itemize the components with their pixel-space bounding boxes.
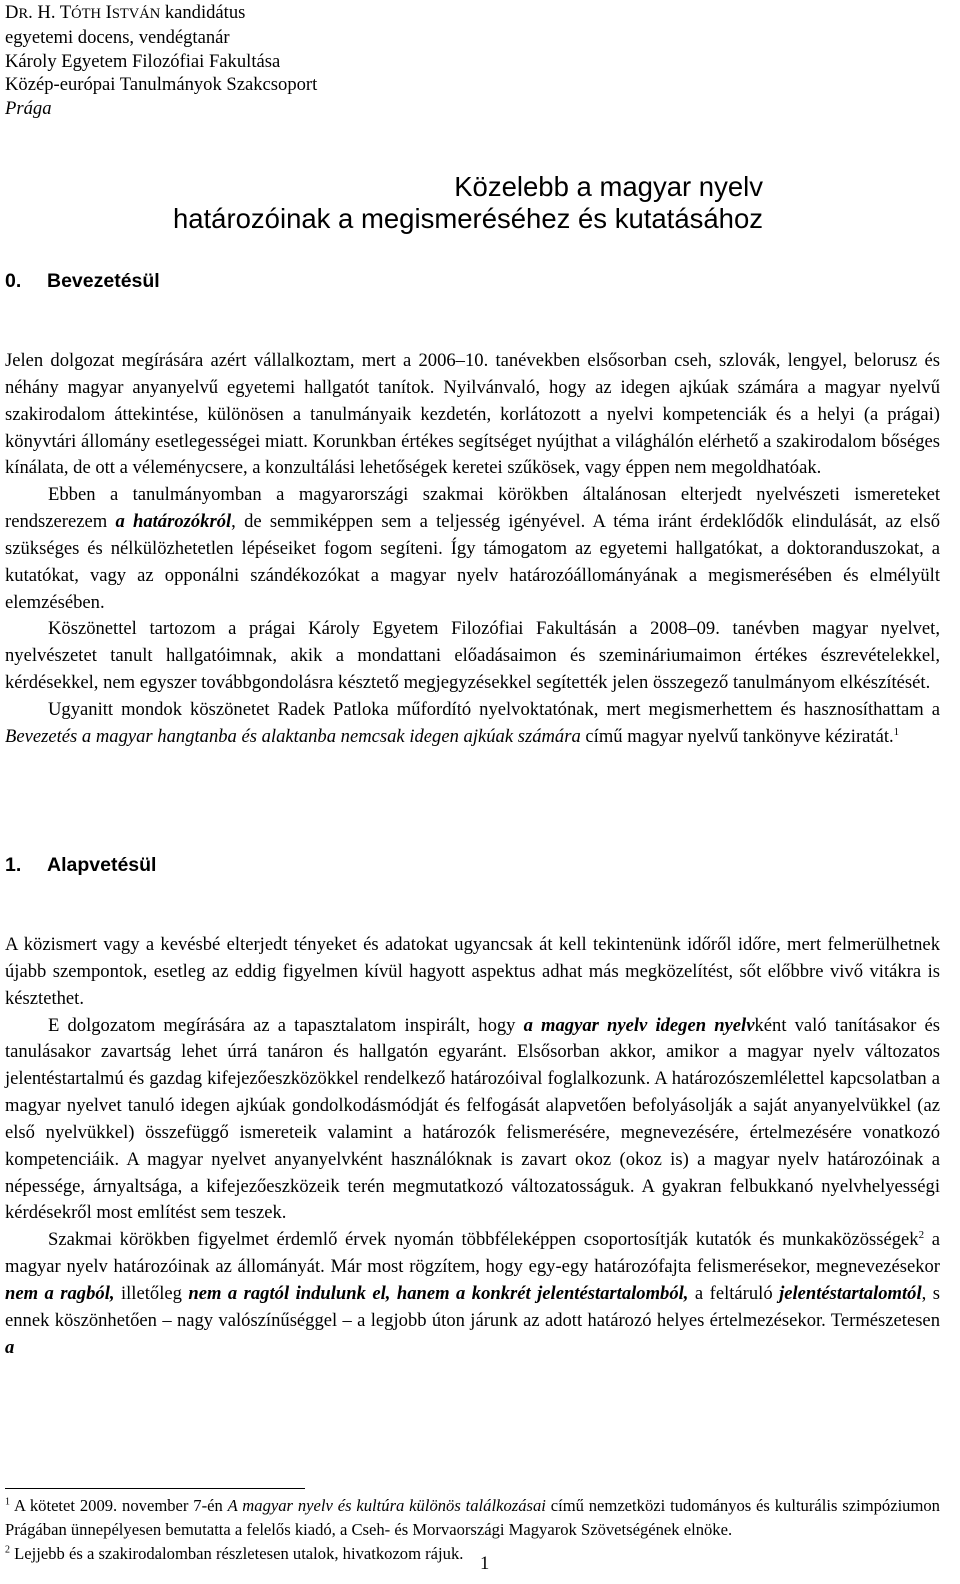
author-department: Közép-európai Tanulmányok Szakcsoport xyxy=(5,74,318,96)
title-line-2: határozóinak a megismeréséhez és kutatásához xyxy=(172,202,763,234)
emphasis: a határozókról xyxy=(115,511,232,533)
section-heading-1 xyxy=(5,854,156,877)
paragraph: Ugyanitt mondok köszönetet Radek Patloka műfordító nyelvoktatónak, mert megismerhettem és hasznosíthattam a Bevezetés a magyar hangtanba és alaktanba nemcsak idegen ajkúak számára című magyar nyelvű tankönyve kéziratát.$^1$ xyxy=(5,698,940,747)
emphasis: nem a ragból, xyxy=(5,1282,115,1304)
section-title: Bevezetésül xyxy=(47,270,160,292)
footnote-1: $^1$ A kötetet 2009. november 7-én A magyar nyelv és kultúra különös találkozásai című nemzetközi tudományos és kulturális szimpóziumon Prágában ünnepélyesen bemutatta a felelős kiadó, a Cseh- és Morvaországi Magyarok Szövetségének elnöke. xyxy=(5,1496,940,1539)
author-faculty: Károly Egyetem Filozófiai Fakultása xyxy=(5,50,281,72)
section-number: 1. xyxy=(5,854,22,876)
title-line-1: Közelebb a magyar nyelv xyxy=(454,171,763,202)
page-number: 1 xyxy=(480,1553,490,1574)
paragraph: Szakmai körökben figyelmet érdemlő érvek nyomán többféleképpen csoportosítják kutatók és munkaközösségek$^2$ a magyar nyelv határozóinak az állományát. Már most rögzítem, hogy egy-egy határozófajta felismerésekor, megnevezésekor nem a ragból, illetőleg nem a ragtól indulunk el, hanem a konkrét jelentéstartalomból, a feltáruló jelentéstartalomtól, s ennek köszönhetően – nagy valószínűséggel – a legjobb úton járunk az adott határozó helyes értelmezésekor. Természetesen a xyxy=(5,1229,940,1358)
author-name: DR. H. TÓTH ISTVÁN kandidátus xyxy=(5,2,246,23)
section-1-body xyxy=(5,932,940,1362)
footnote-mark: 1 xyxy=(5,1496,10,1508)
footnote-divider xyxy=(5,1488,305,1489)
footnotes xyxy=(5,1494,940,1565)
footnote-mark: 2 xyxy=(5,1544,10,1556)
author-header xyxy=(5,1,317,120)
emphasis: nem a ragtól indulunk el, hanem a konkrét jelentéstartalomból, xyxy=(188,1282,689,1304)
emphasis: a xyxy=(5,1336,15,1358)
paragraph: A közismert vagy a kevésbé elterjedt tényeket és adatokat ugyancsak át kell tekintenünk időről időre, mert felmerülhetnek újabb szempontok, esetleg az eddig figyelmen kívül hagyott aspektus adhat más megközelítést, sőt előbbre vivő vitákra is késztethet. xyxy=(5,934,940,1009)
author-position: egyetemi docens, vendégtanár xyxy=(5,27,230,49)
document-title xyxy=(173,171,763,234)
footnote-2: $^2$ Lejjebb és a szakirodalomban részletesen utalok, hivatkozom rájuk. xyxy=(5,1543,464,1563)
paragraph: Ebben a tanulmányomban a magyarországi szakmai körökben általánosan elterjedt nyelvészeti ismereteket rendszerezem a határozókról, de semmiképpen sem a teljesség igényével. A téma iránt érdeklődők elindulását, az első szükséges és nélkülözhetetlen lépéseiket fogom segíteni. Így támogatom az egyetemi hallgatókat, a doktoranduszokat, a kutatókat, vagy az opponálni szándékozókat a magyar nyelv határozóállományának a megismerésében és elmélyült elemzésében. xyxy=(5,484,940,613)
section-number: 0. xyxy=(5,270,22,292)
book-title: Bevezetés a magyar hangtanba és alaktanba nemcsak idegen ajkúak számára xyxy=(5,725,581,747)
section-title: Alapvetésül xyxy=(47,854,157,876)
paragraph: Jelen dolgozat megírására azért vállalkoztam, mert a 2006–10. tanévekben elsősorban cseh, szlovák, lengyel, belorusz és néhány magyar anyanyelvű egyetemi hallgatót tanítok. Nyilvánvaló, hogy az idegen ajkúak számára a magyar nyelvű szakirodalom áttekintése, különösen a tanulmányaik kezdetén, korlátozott a nyelvi kompetenciák és a helyi (a prágai) könyvtári állomány esetlegességei miatt. Korunkban értékes segítséget nyújthat a világhálón elérhető a szakirodalom bőséges kínálata, de ott a véleménycsere, a konzultálási lehetőségek keretei szűkösek, vagy éppen nem megoldhatóak. xyxy=(5,350,940,479)
section-heading-0 xyxy=(5,270,160,293)
intro-section-body xyxy=(5,348,940,751)
author-city: Prága xyxy=(5,97,52,119)
paragraph: E dolgozatom megírására az a tapasztalatom inspirált, hogy a magyar nyelv idegen nyelvként való tanításakor és tanulásakor zavartság lehet úrrá tanáron és hallgatón egyaránt. Elsősorban akkor, amikor a magyar nyelv változatos jelentéstartalmú és gazdag kifejezőeszközökkel rendelkező határozóival foglalkozunk. A határozószemlélettel kapcsolatban a magyar nyelvet tanuló idegen ajkúak gondolkodásmódját és felfogását alapvetően befolyásolják a saját anyanyelvükkel (az első nyelvükkel) összefüggő ismereteik valamint a határozók felismerésére, megnevezésére, értelmezésére vonatkozó kompetenciáik. A magyar nyelvet anyanyelvként használóknak is zavart okoz (okoz is) a magyar nyelv határozóinak a népessége, árnyaltsága, a kifejezőeszközeik terén megmutatkozó változatosságuk. A gyakran felbukkanó nyelvhelyességi kérdésekről most említést sem teszek. xyxy=(5,1014,940,1224)
emphasis: jelentéstartalomtól xyxy=(779,1282,922,1304)
emphasis: a magyar nyelv idegen nyelv xyxy=(523,1014,755,1036)
paragraph: Köszönettel tartozom a prágai Károly Egyetem Filozófiai Fakultásán a 2008–09. tanévben magyar nyelvet, nyelvészetet tanult hallgatóimnak, akik a mondattani előadásaimon és szemináriumaimon értékes észrevételekkel, kérdésekkel, nem egyszer továbbgondolásra késztető megjegyzésekkel segítették jelen összegező tanulmányom elkészítését. xyxy=(5,618,940,694)
footnote-ref[interactable]: 1 xyxy=(893,725,900,738)
event-title: A magyar nyelv és kultúra különös találkozásai xyxy=(227,1496,546,1515)
footnote-ref[interactable]: 2 xyxy=(918,1229,925,1242)
